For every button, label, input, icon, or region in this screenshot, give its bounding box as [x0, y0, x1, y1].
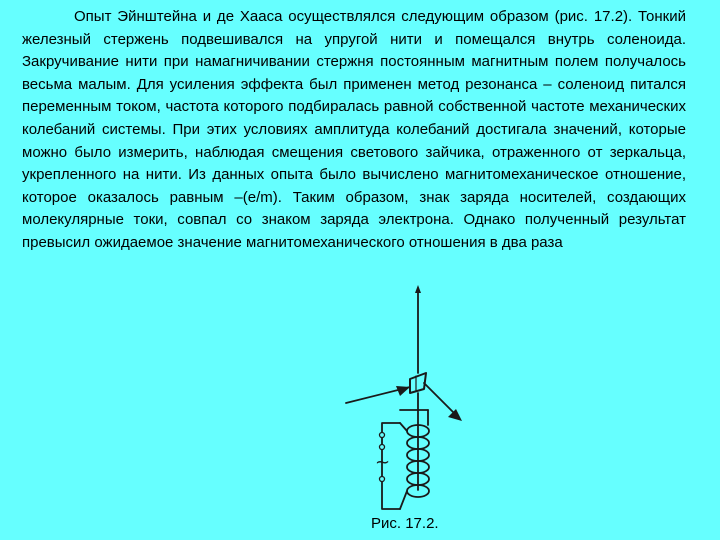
light-ray-arrowhead-out — [448, 409, 462, 421]
einstein-de-haas-apparatus-diagram — [340, 285, 480, 515]
figure-caption: Рис. 17.2. — [371, 515, 439, 532]
thread-top-arrowhead — [415, 285, 421, 293]
reflected-light-ray — [424, 383, 458, 417]
light-ray-arrowhead-in — [396, 386, 410, 396]
body-paragraph: Опыт Эйнштейна и де Хааса осуществлялся следующим образом (рис. 17.2). Тонкий железный стержень подвешивался на упругой нити и помещался внутрь соленоида. Закручивание нити при намагничивании стержня постоянным магнитным полем получалось весьма малым. Для усиления эффекта был применен метод резонанса – соленоид питался переменным током, частота которого подбиралась равной собственной частоте механических колебаний системы. При этих условиях амплитуда колебаний достигала значений, которые можно было измерить, наблюдая смещения светового зайчика, отраженного от зеркальца, укрепленного на нити. Из данных опыта было вычислено магнитомеханическое отношение, которое оказалось равным –(e/m). Таким образом, знак заряда носителей, создающих молекулярные токи, совпал со знаком заряда электрона. Однако полученный результат превысил ожидаемое значение магнитомеханического отношения в два раза — [22, 8, 686, 251]
ac-source-symbol: ~ — [375, 452, 391, 473]
